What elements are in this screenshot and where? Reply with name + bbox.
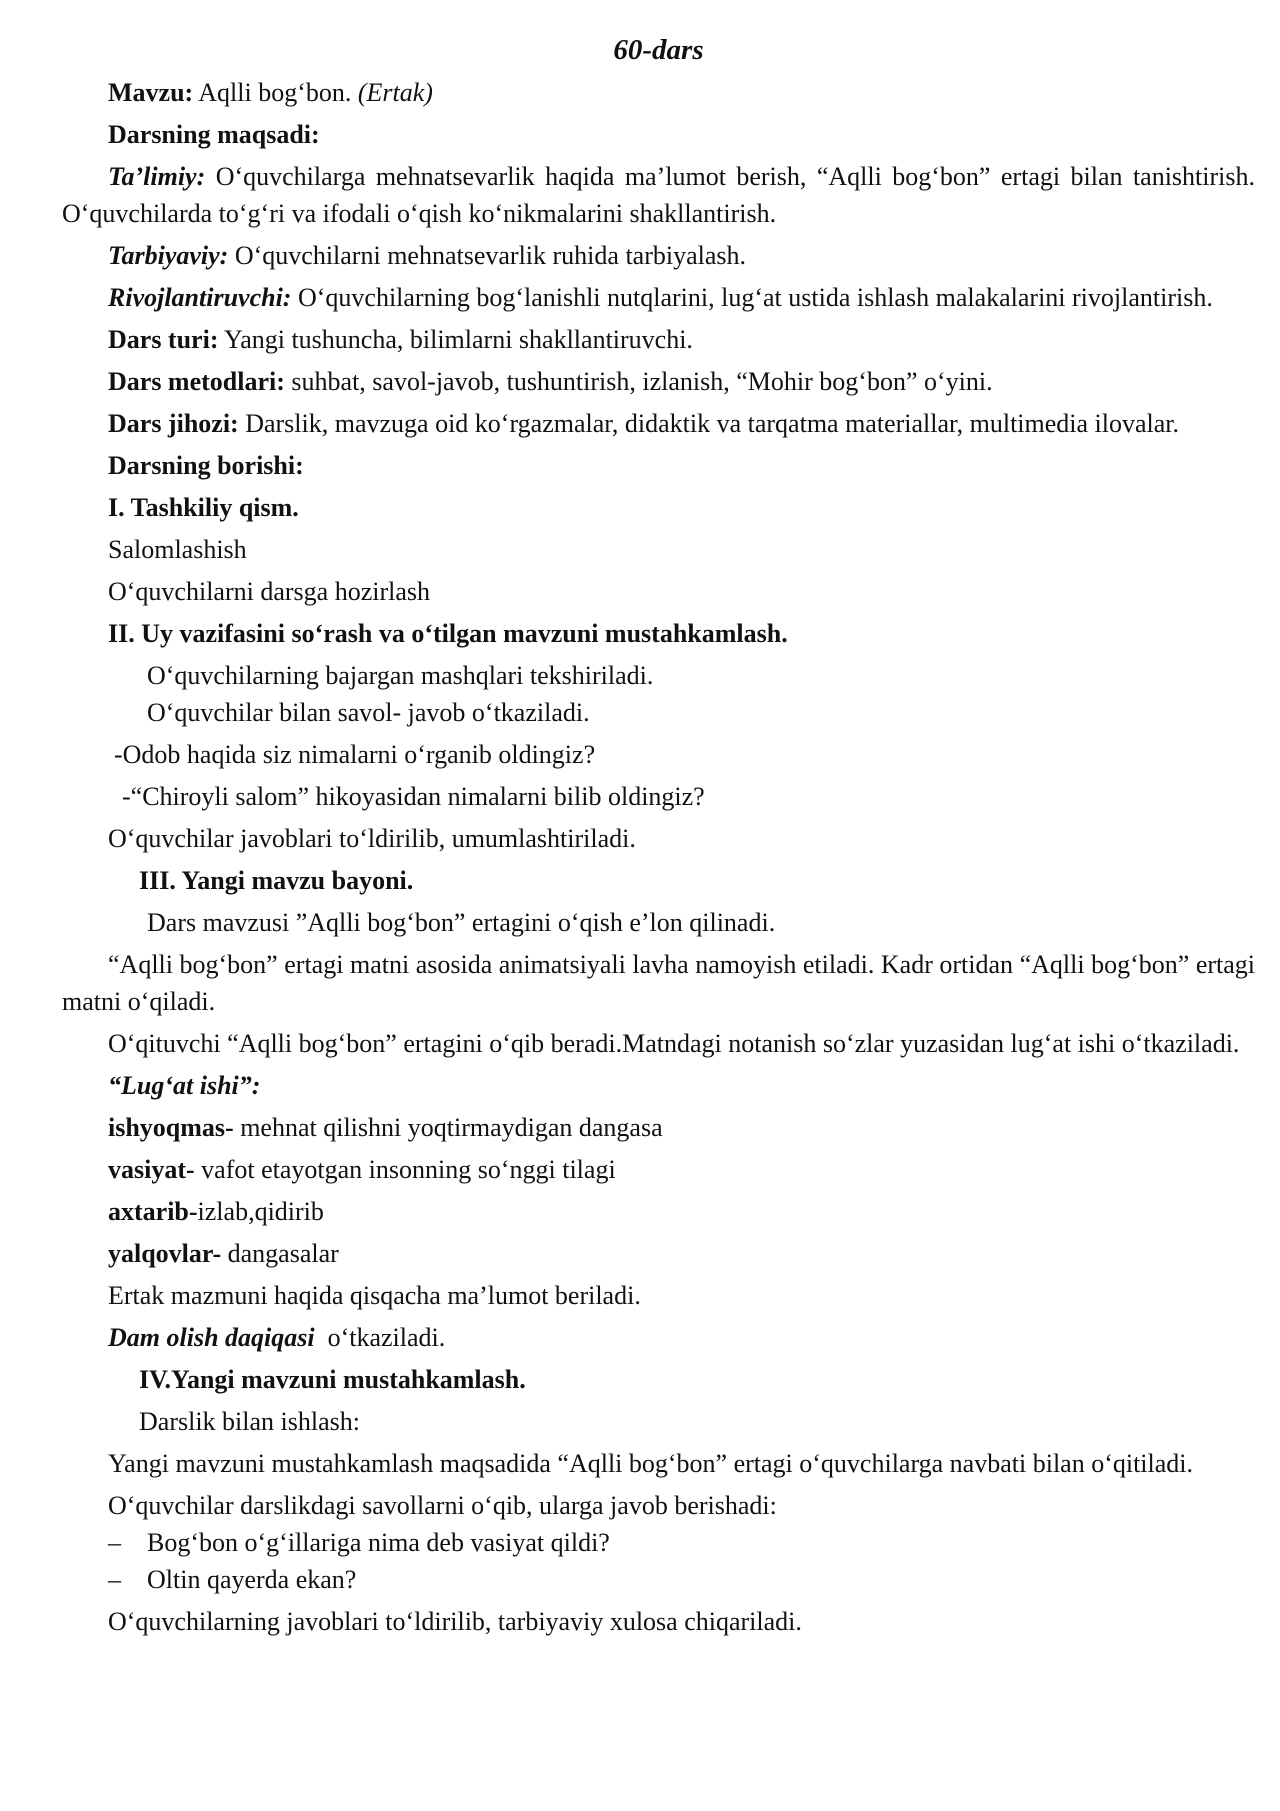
question-list-item [62,1524,1255,1561]
section-3-heading-text: III. Yangi mavzu bayoni. [139,866,414,895]
section-1-heading [62,489,1255,526]
goal-educational-label: Ta’limiy: [108,162,206,191]
section-3-line: Ertak mazmuni haqida qisqacha ma’lumot beriladi. [108,1281,641,1310]
dash-bullet: – [108,1565,121,1594]
goals-heading-text: Darsning maqsadi: [108,120,320,149]
section-4-line: Yangi mavzuni mustahkamlash maqsadida “Aqlli bog‘bon” ertagi o‘quvchilarga navbati bilan o‘qitiladi. [108,1449,1194,1478]
lesson-methods-label: Dars metodlari: [108,367,285,396]
vocabulary-item [62,1235,1255,1272]
question-list-item [62,1561,1255,1598]
section-2-question: -“Chiroyli salom” hikoyasidan nimalarni bilib oldingiz? [122,782,705,811]
lesson-title: 60-dars [613,34,704,66]
break-activity-text: o‘tkaziladi. [314,1323,446,1352]
vocabulary-heading-text: “Lug‘at ishi”: [108,1071,261,1100]
topic-text: Aqlli bog‘bon. [193,78,358,107]
section-2-heading [62,615,1255,652]
section-1-item: O‘quvchilarni darsga hozirlash [108,577,431,606]
lesson-type-text: Yangi tushuncha, bilimlarni shakllantiruvchi. [218,325,693,354]
procedure-heading [62,447,1255,484]
section-2-heading-text: II. Uy vazifasini so‘rash va o‘tilgan mavzuni mustahkamlash. [108,619,788,648]
goal-upbringing [62,237,1255,274]
topic-note: (Ertak) [357,78,433,107]
section-4-line: O‘quvchilar darslikdagi savollarni o‘qib, ularga javob berishadi: [108,1491,777,1520]
section-4-line: O‘quvchilarning javoblari to‘ldirilib, tarbiyaviy xulosa chiqariladi. [108,1607,802,1636]
section-3-heading [62,862,1255,899]
section-1-item: Salomlashish [108,535,247,564]
vocabulary-item [62,1109,1255,1146]
break-activity-label: Dam olish daqiqasi [108,1323,315,1352]
section-2-line: O‘quvchilar javoblari to‘ldirilib, umumlashtiriladi. [108,824,636,853]
vocabulary-definition: dangasalar [221,1239,339,1268]
dash-bullet: – [108,1528,121,1557]
vocabulary-term: yalqovlar- [108,1239,222,1268]
section-2-line: O‘quvchilarning bajargan mashqlari tekshiriladi. [147,661,654,690]
section-3-line: “Aqlli bog‘bon” ertagi matni asosida animatsiyali lavha namoyish etiladi. Kadr ortidan “Aqlli bog‘bon” ertagi matni o‘qiladi. [62,950,1255,1016]
document-page [62,30,1255,1645]
topic-label: Mavzu: [108,78,194,107]
procedure-heading-text: Darsning borishi: [108,451,304,480]
section-4-heading-text: IV.Yangi mavzuni mustahkamlash. [139,1365,526,1394]
lesson-type [62,321,1255,358]
topic [62,74,1255,111]
section-2-line: O‘quvchilar bilan savol- javob o‘tkaziladi. [147,698,590,727]
vocabulary-term: vasiyat- [108,1155,195,1184]
question-text: Bog‘bon o‘g‘illariga nima deb vasiyat qildi? [147,1528,610,1557]
lesson-type-label: Dars turi: [108,325,219,354]
section-2-question: -Odob haqida siz nimalarni o‘rganib oldingiz? [114,740,596,769]
goal-educational [62,158,1255,232]
vocabulary-definition: izlab,qidirib [197,1197,324,1226]
lesson-methods-text: suhbat, savol-javob, tushuntirish, izlanish, “Mohir bog‘bon” o‘yini. [284,367,993,396]
goal-developmental-label: Rivojlantiruvchi: [108,283,292,312]
section-3-line: Dars mavzusi ”Aqlli bog‘bon” ertagini o‘qish e’lon qilinadi. [147,908,776,937]
goal-developmental-text: O‘quvchilarning bog‘lanishli nutqlarini, lug‘at ustida ishlash malakalarini rivojlantirish. [291,283,1213,312]
goal-upbringing-text: O‘quvchilarni mehnatsevarlik ruhida tarbiyalash. [228,241,747,270]
section-3-line: O‘qituvchi “Aqlli bog‘bon” ertagini o‘qib beradi.Matndagi notanish so‘zlar yuzasidan lug‘at ishi o‘tkaziladi. [108,1029,1240,1058]
section-4-line: Darslik bilan ishlash: [139,1407,360,1436]
vocabulary-item [62,1151,1255,1188]
vocabulary-term: ishyoqmas- [108,1113,234,1142]
lesson-equipment [62,405,1255,442]
vocabulary-definition: vafot etayotgan insonning so‘nggi tilagi [194,1155,616,1184]
question-text: Oltin qayerda ekan? [147,1565,357,1594]
goal-developmental [62,279,1255,316]
vocabulary-heading [62,1067,1255,1104]
vocabulary-definition: mehnat qilishni yoqtirmaydigan dangasa [233,1113,663,1142]
section-4-heading [62,1361,1255,1398]
section-1-heading-text: I. Tashkiliy qism. [108,493,299,522]
break-activity [62,1319,1255,1356]
lesson-equipment-text: Darslik, mavzuga oid ko‘rgazmalar, didaktik va tarqatma materiallar, multimedia ilovalar. [238,409,1180,438]
vocabulary-term: axtarib- [108,1197,198,1226]
lesson-methods [62,363,1255,400]
vocabulary-item [62,1193,1255,1230]
lesson-equipment-label: Dars jihozi: [108,409,239,438]
goal-educational-text: O‘quvchilarga mehnatsevarlik haqida ma’lumot berish, “Aqlli bog‘bon” ertagi bilan tanishtirish. O‘quvchilarda to‘g‘ri va ifodali o‘qish ko‘nikmalarini shakllantirish. [62,162,1255,228]
goal-upbringing-label: Tarbiyaviy: [108,241,229,270]
goals-heading [62,116,1255,153]
